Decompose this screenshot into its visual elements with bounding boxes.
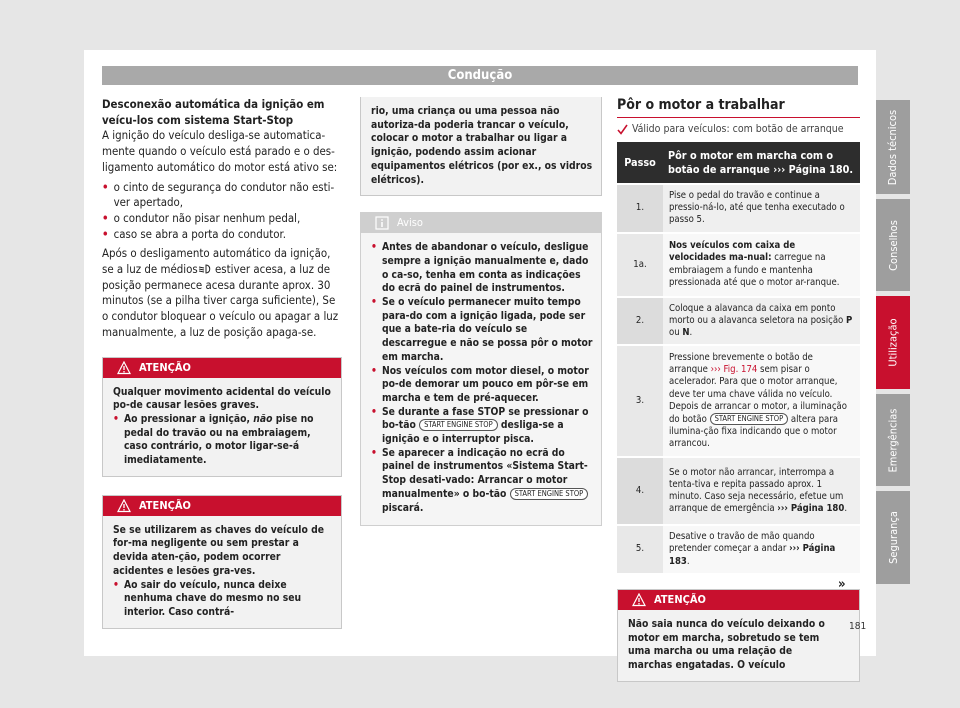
tab-emergencias[interactable]: Emergências xyxy=(876,394,910,486)
validity-line: Válido para veículos: com botão de arranque xyxy=(617,123,860,135)
column-header-step: Passo xyxy=(617,142,663,184)
table-row: 2. Coloque a alavanca da caixa em ponto morto ou a alavanca seletora na posição P ou N. xyxy=(617,297,860,346)
start-engine-button-label: START ENGINE STOP xyxy=(710,413,789,425)
warning-box-continued: rio, uma criança ou uma pessoa não autoriza-da poderia trancar o veículo, colocar o motor a trabalhar ou ligar a ignição, podendo assim acionar equipamentos elétricos (por ex., os vidros elétricos). xyxy=(360,97,602,196)
page-reference-link[interactable]: ››› Página 180 xyxy=(777,503,845,515)
list-item: • o condutor não pisar nenhum pedal, xyxy=(102,210,301,225)
info-icon xyxy=(375,216,389,230)
column-left xyxy=(102,97,342,629)
start-engine-button-label: START ENGINE STOP xyxy=(510,488,589,500)
page-reference-link[interactable]: ››› Página 183 xyxy=(669,543,836,567)
section-title: Pôr o motor a trabalhar xyxy=(617,97,860,118)
intro-text: A ignição do veículo desliga-se automatica-mente quando o veículo está parado e o des-ligamento automático do motor está ativo se: xyxy=(102,128,338,174)
warning-header: ATENÇÃO xyxy=(103,496,341,516)
bullet-icon: • xyxy=(102,210,109,225)
table-row: 3. Pressione brevemente o botão de arranque ››› Fig. 174 sem pisar o acelerador. Para que o motor arranque, deve ter uma chave válida no veículo. Depois de arrancar o motor, a iluminação do botão START ENGINE STOP altera para ilumina-ção fixa indicando que o motor arrancou. xyxy=(617,345,860,457)
table-row: 5. Desative o travão de mão quando pretender começar a andar ››› Página 183. xyxy=(617,525,860,573)
figure-reference-link[interactable]: ››› Fig. 174 xyxy=(710,364,758,376)
note-body xyxy=(361,233,601,525)
warning-box xyxy=(102,357,342,477)
low-beam-icon xyxy=(198,264,212,274)
warning-body: Qualquer movimento acidental do veículo po-de causar lesões graves. • Ao pressionar a ignição, não pise no pedal do travão ou na embraiagem, caso contrário, o motor ligar-se-á imediatamente. xyxy=(113,385,331,467)
table-row: 4. Se o motor não arrancar, interrompa a tenta-tiva e repita passado aprox. 1 minuto. Caso seja necessário, efetue um arranque de emergência ››› Página 180. xyxy=(617,457,860,525)
note-header: Aviso xyxy=(361,213,601,233)
bullet-icon: • xyxy=(113,578,119,591)
note-item: • Se o veículo permanecer muito tempo para-do com a ignição ligada, pode ser que a bate-ria do veículo se descarregue e não se possa pôr o motor em marcha. xyxy=(371,296,593,363)
tab-dados-tecnicos[interactable]: Dados técnicos xyxy=(876,100,910,194)
section-heading: Desconexão automática da ignição em veícu-los com sistema Start-Stop xyxy=(102,97,325,127)
note-item: • Se aparecer a indicação no ecrã do painel de instrumentos «Sistema Start-Stop desati-vado: Arrancar o motor manualmente» o bo-tão START ENGINE STOP piscará. xyxy=(371,446,588,514)
warning-body: Não saia nunca do veículo deixando o motor em marcha, sobretudo se tem uma marcha ou uma relação de marchas engatadas. O veículo xyxy=(628,617,825,671)
column-right xyxy=(617,97,860,682)
warning-box xyxy=(102,495,342,629)
tab-seguranca[interactable]: Segurança xyxy=(876,491,910,584)
warning-triangle-icon xyxy=(117,361,131,375)
condition-list xyxy=(102,180,342,243)
start-engine-button-label: START ENGINE STOP xyxy=(419,419,498,431)
checkmark-icon xyxy=(617,124,628,135)
continued-arrow-icon: » xyxy=(838,577,846,592)
chapter-header: Condução xyxy=(102,66,858,85)
warning-triangle-icon xyxy=(117,499,131,513)
list-item: • o cinto de segurança do condutor não esti-ver apertado, xyxy=(102,179,335,210)
body-paragraph: Após o desligamento automático da ignição, se a luz de médios estiver acesa, a luz de posição permanece acesa durante aprox. 30 minutos (se a pilha tiver carga suficiente), Se o condutor bloquear o veículo ou apagar a luz manualmente, a luz de posição apaga-se. xyxy=(102,246,339,339)
list-item: • caso se abra a porta do condutor. xyxy=(102,226,286,241)
column-middle xyxy=(360,97,602,526)
bullet-icon: • xyxy=(102,226,109,241)
warning-header: ATENÇÃO xyxy=(618,590,859,610)
warning-header: ATENÇÃO xyxy=(103,358,341,378)
note-item: • Antes de abandonar o veículo, desligue sempre a ignição manualmente e, dado o ca-so, tenha em conta as indicações do ecrã do painel de instrumentos. xyxy=(371,241,589,295)
note-item: • Nos veículos com motor diesel, o motor po-de demorar um pouco em pôr-se em marcha e tem de pré-aquecer. xyxy=(371,364,589,404)
bullet-icon: • xyxy=(113,412,119,425)
note-box xyxy=(360,212,602,526)
table-row: 1. Pise o pedal do travão e continue a pressio-ná-lo, até que tenha executado o passo 5. xyxy=(617,184,860,233)
warning-body: Se se utilizarem as chaves do veículo de for-ma negligente ou sem prestar a devida aten-ção, podem ocorrer acidentes e lesões gra-ves. • Ao sair do veículo, nunca deixe nenhuma chave do mesmo no seu interior. Caso contrá- xyxy=(113,523,324,618)
table-row: 1a. Nos veículos com caixa de velocidades ma-nual: carregue na embraiagem a fundo e mantenha pressionada até que o motor ar-ranque. xyxy=(617,233,860,297)
page-number: 181 xyxy=(849,621,867,632)
note-item: • Se durante a fase STOP se pressionar o bo-tão START ENGINE STOP desliga-se a ignição e o interruptor pisca. xyxy=(371,405,589,446)
warning-box xyxy=(617,589,860,682)
bullet-icon: • xyxy=(102,179,109,194)
steps-table xyxy=(617,142,860,573)
tab-conselhos[interactable]: Conselhos xyxy=(876,199,910,291)
warning-triangle-icon xyxy=(632,593,646,607)
column-header-description: Pôr o motor em marcha com o botão de arranque ››› Página 180. xyxy=(663,142,860,184)
tab-utilizacao[interactable]: Utilização xyxy=(876,296,910,389)
